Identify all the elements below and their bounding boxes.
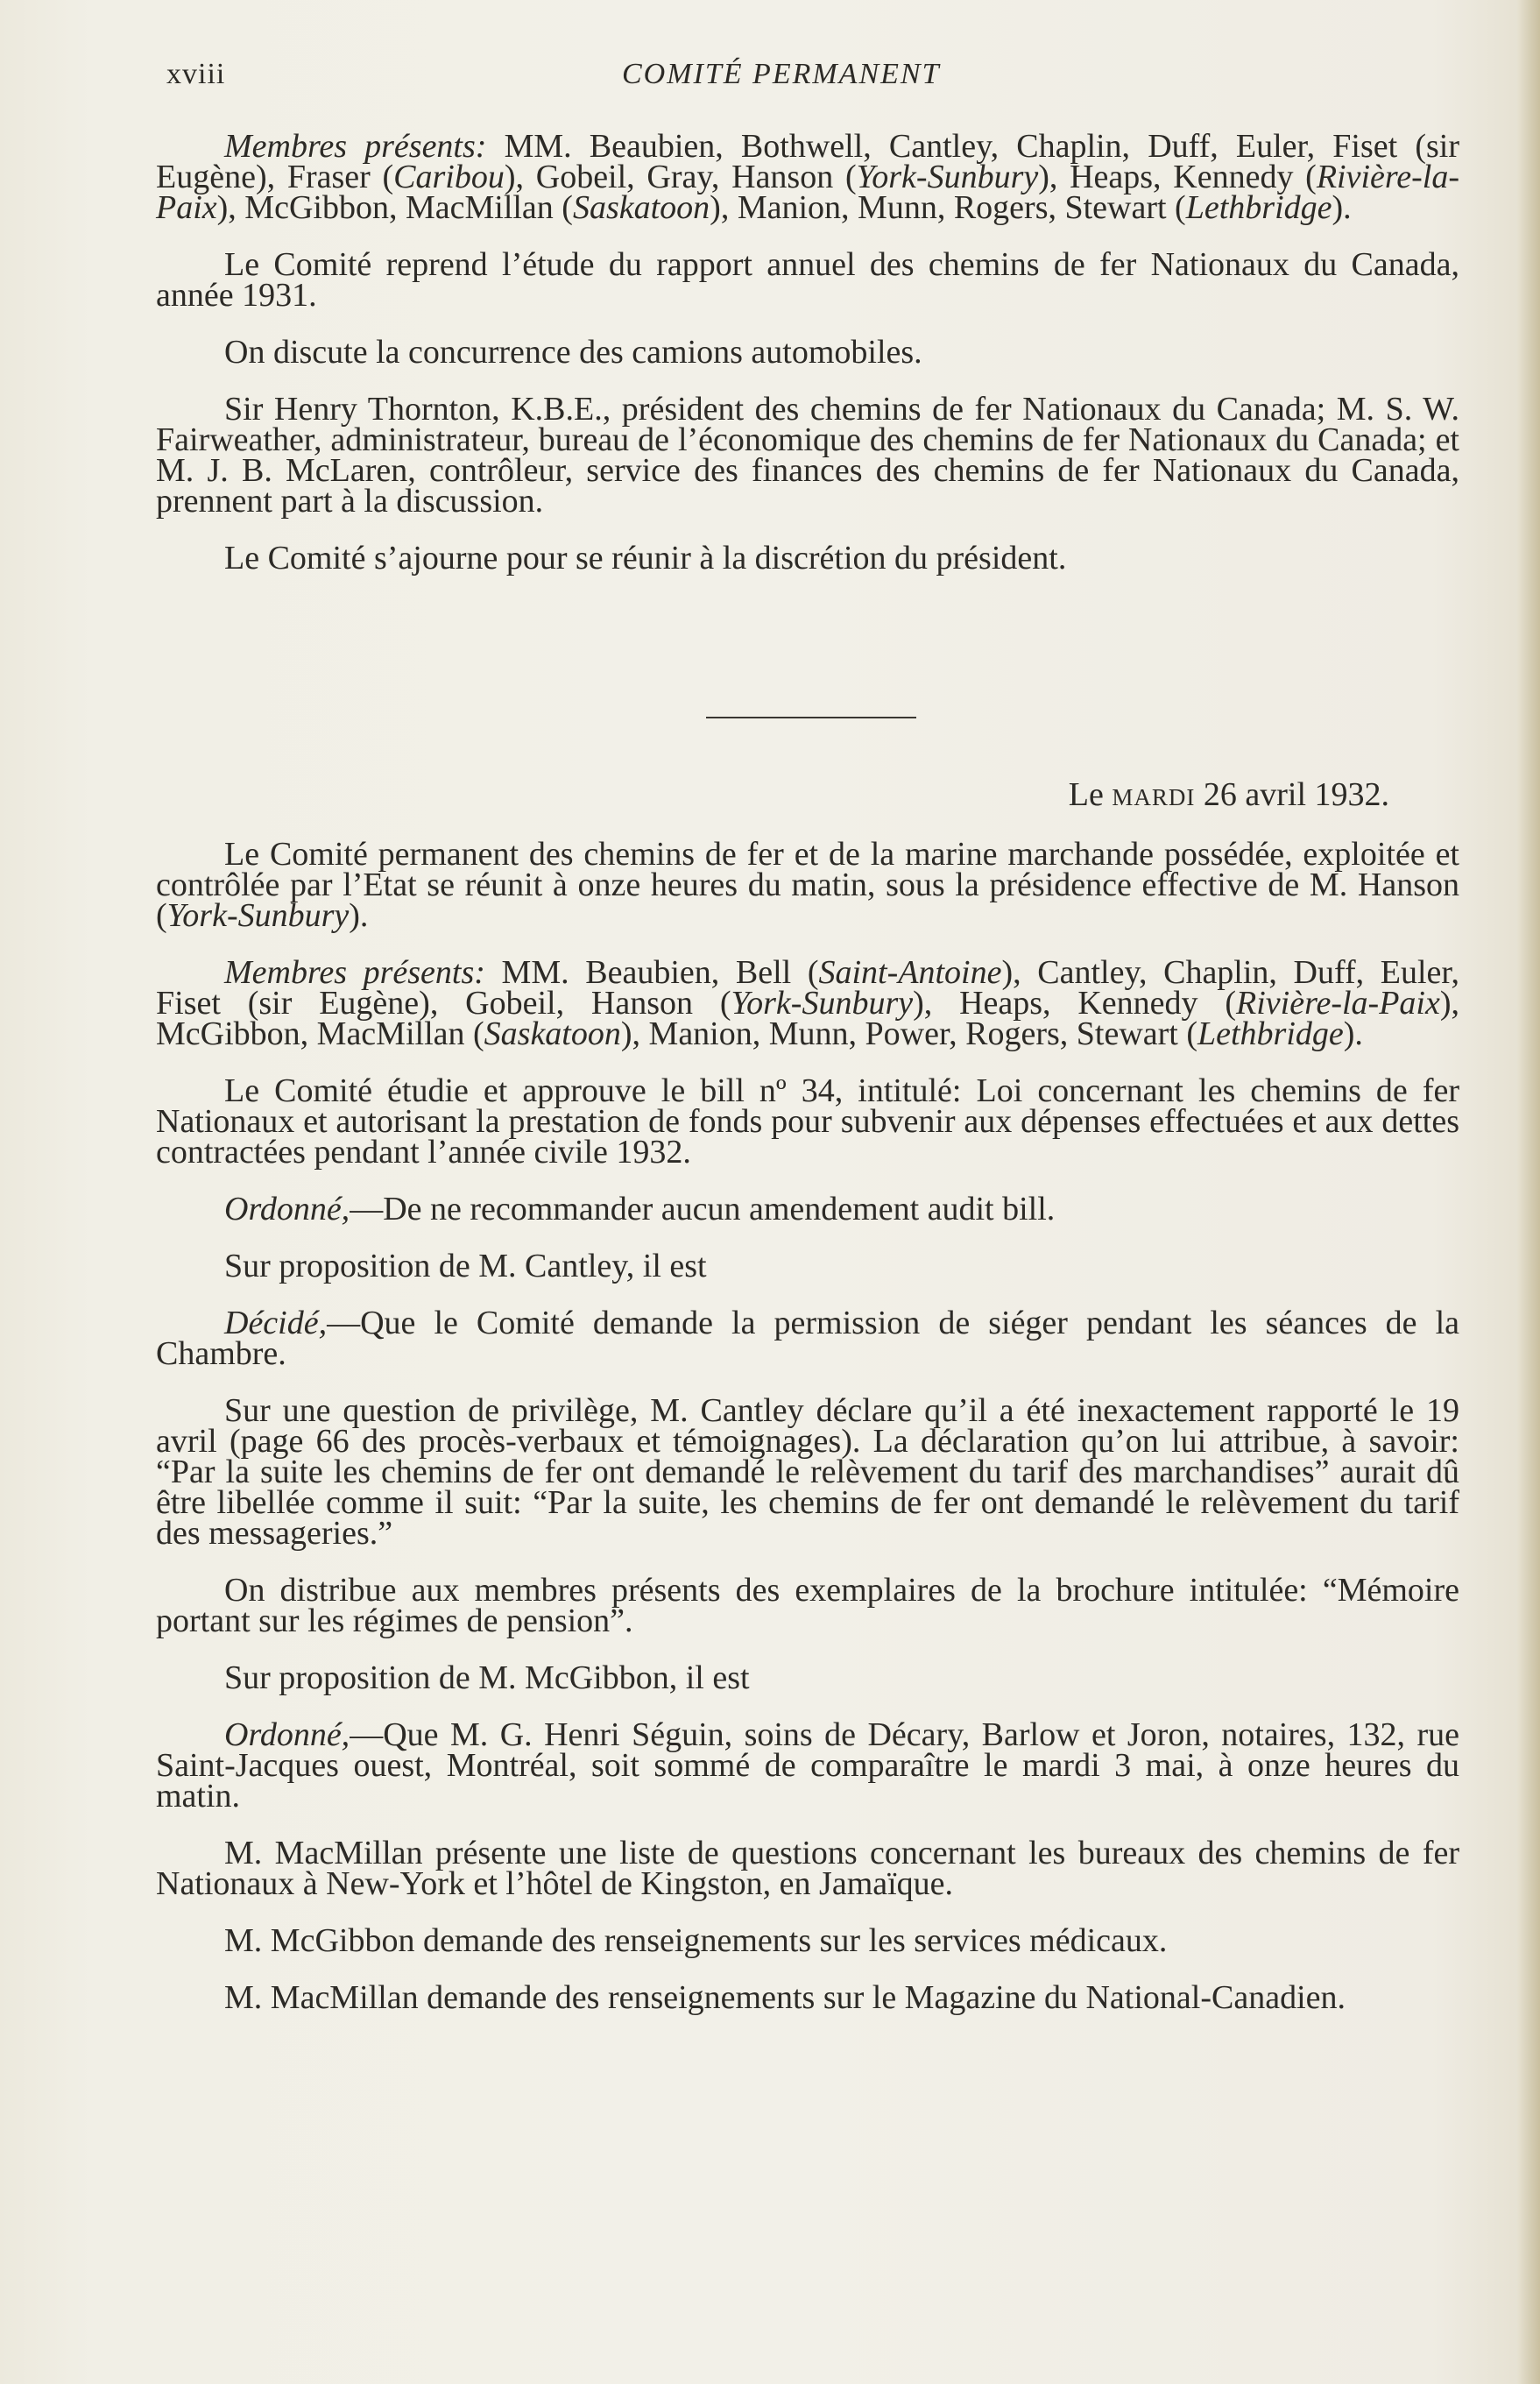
privilege-paragraph: Sur une question de privilège, M. Cantley déclare qu’il a été inexactement rapporté le 19 avril (page 66 des procès-verbaux et témoignages). La déclaration qu’on lui attribue, à savoir: “Par la suite les chemins de fer ont demandé le relèvement du tarif des marchandises” aurait dû être libellée comme il suit: “Par la suite, les chemins de fer ont demandé le relèvement du tarif des messageries.”	[156, 1392, 1459, 1552]
macmillan-questions-paragraph: M. MacMillan présente une liste de questions concernant les bureaux des chemins de fer Nationaux à New-York et l’hôtel de Kingston, en Jamaïque.	[156, 1835, 1459, 1902]
annual-report-paragraph: Le Comité reprend l’étude du rapport annuel des chemins de fer Nationaux du Canada, année 1931.	[156, 246, 1459, 314]
ordered-summons-paragraph: Ordonné,—Que M. G. Henri Séguin, soins de Décary, Barlow et Joron, notaires, 132, rue Saint-Jacques ouest, Montréal, soit sommé de comparaître le mardi 3 mai, à onze heures du matin.	[156, 1716, 1459, 1815]
macmillan-magazine-paragraph: M. MacMillan demande des renseignements sur le Magazine du National-Canadien.	[224, 1979, 1346, 2016]
brochure-paragraph: On distribue aux membres présents des exemplaires de la brochure intitulée: “Mémoire portant sur les régimes de pension”.	[156, 1572, 1459, 1639]
trucks-paragraph: On discute la concurrence des camions automobiles.	[224, 334, 922, 371]
resolved-sit-paragraph: Décidé,—Que le Comité demande la permission de siéger pendant les séances de la Chambre.	[156, 1305, 1459, 1372]
members-present-paragraph: Membres présents: MM. Beaubien, Bothwell, Cantley, Chaplin, Duff, Euler, Fiset (sir Eugène), Fraser (Caribou), Gobeil, Gray, Hanson (York-Sunbury), Heaps, Kennedy (Rivière-la-Paix), McGibbon, MacMillan (Saskatoon), Manion, Munn, Rogers, Stewart (Lethbridge).	[156, 128, 1460, 226]
page-edge-shadow	[1517, 0, 1540, 2384]
section-april-26-sitting	[156, 836, 1460, 2016]
page-header	[166, 58, 1463, 102]
members-present-label-2: Membres présents:	[224, 954, 485, 991]
witnesses-paragraph: Sir Henry Thornton, K.B.E., président des chemins de fer Nationaux du Canada; M. S. W. Fairweather, administrateur, bureau de l’économique des chemins de fer Nationaux du Canada; et M. J. B. McLaren, contrôleur, service des finances des chemins de fer Nationaux du Canada, prennent part à la discussion.	[156, 391, 1459, 520]
motion-cantley: Sur proposition de M. Cantley, il est	[224, 1248, 707, 1284]
motion-mcgibbon: Sur proposition de M. McGibbon, il est	[224, 1659, 750, 1696]
running-head: COMITÉ PERMANENT	[622, 58, 941, 90]
ordered-no-amendment: Ordonné,—De ne recommander aucun amendement audit bill.	[224, 1191, 1056, 1227]
page-folio: xviii	[166, 58, 226, 90]
members-present-paragraph-2: Membres présents: MM. Beaubien, Bell (Saint-Antoine), Cantley, Chaplin, Duff, Euler, Fiset (sir Eugène), Gobeil, Hanson (York-Sunbury), Heaps, Kennedy (Rivière-la-Paix), McGibbon, MacMillan (Saskatoon), Manion, Munn, Power, Rogers, Stewart (Lethbridge).	[156, 954, 1460, 1052]
sitting-day: mardi	[1112, 776, 1196, 813]
adjournment-paragraph: Le Comité s’ajourne pour se réunir à la discrétion du président.	[224, 540, 1067, 577]
sitting-date: Le mardi 26 avril 1932.	[1068, 776, 1389, 813]
section-divider	[706, 717, 916, 718]
mcgibbon-medical-paragraph: M. McGibbon demande des renseignements sur les services médicaux.	[224, 1922, 1168, 1959]
bill-34-paragraph: Le Comité étudie et approuve le bill nº 34, intitulé: Loi concernant les chemins de fer Nationaux et autorisant la prestation de fonds pour subvenir aux dépenses effectuées et aux dettes contractées pendant l’année civile 1932.	[156, 1072, 1459, 1171]
members-present-label: Membres présents:	[224, 128, 487, 165]
section-previous-sitting	[156, 128, 1460, 577]
sitting-opening-paragraph: Le Comité permanent des chemins de fer et de la marine marchande possédée, exploitée et contrôlée par l’Etat se réunit à onze heures du matin, sous la présidence effective de M. Hanson (York-Sunbury).	[156, 836, 1459, 934]
